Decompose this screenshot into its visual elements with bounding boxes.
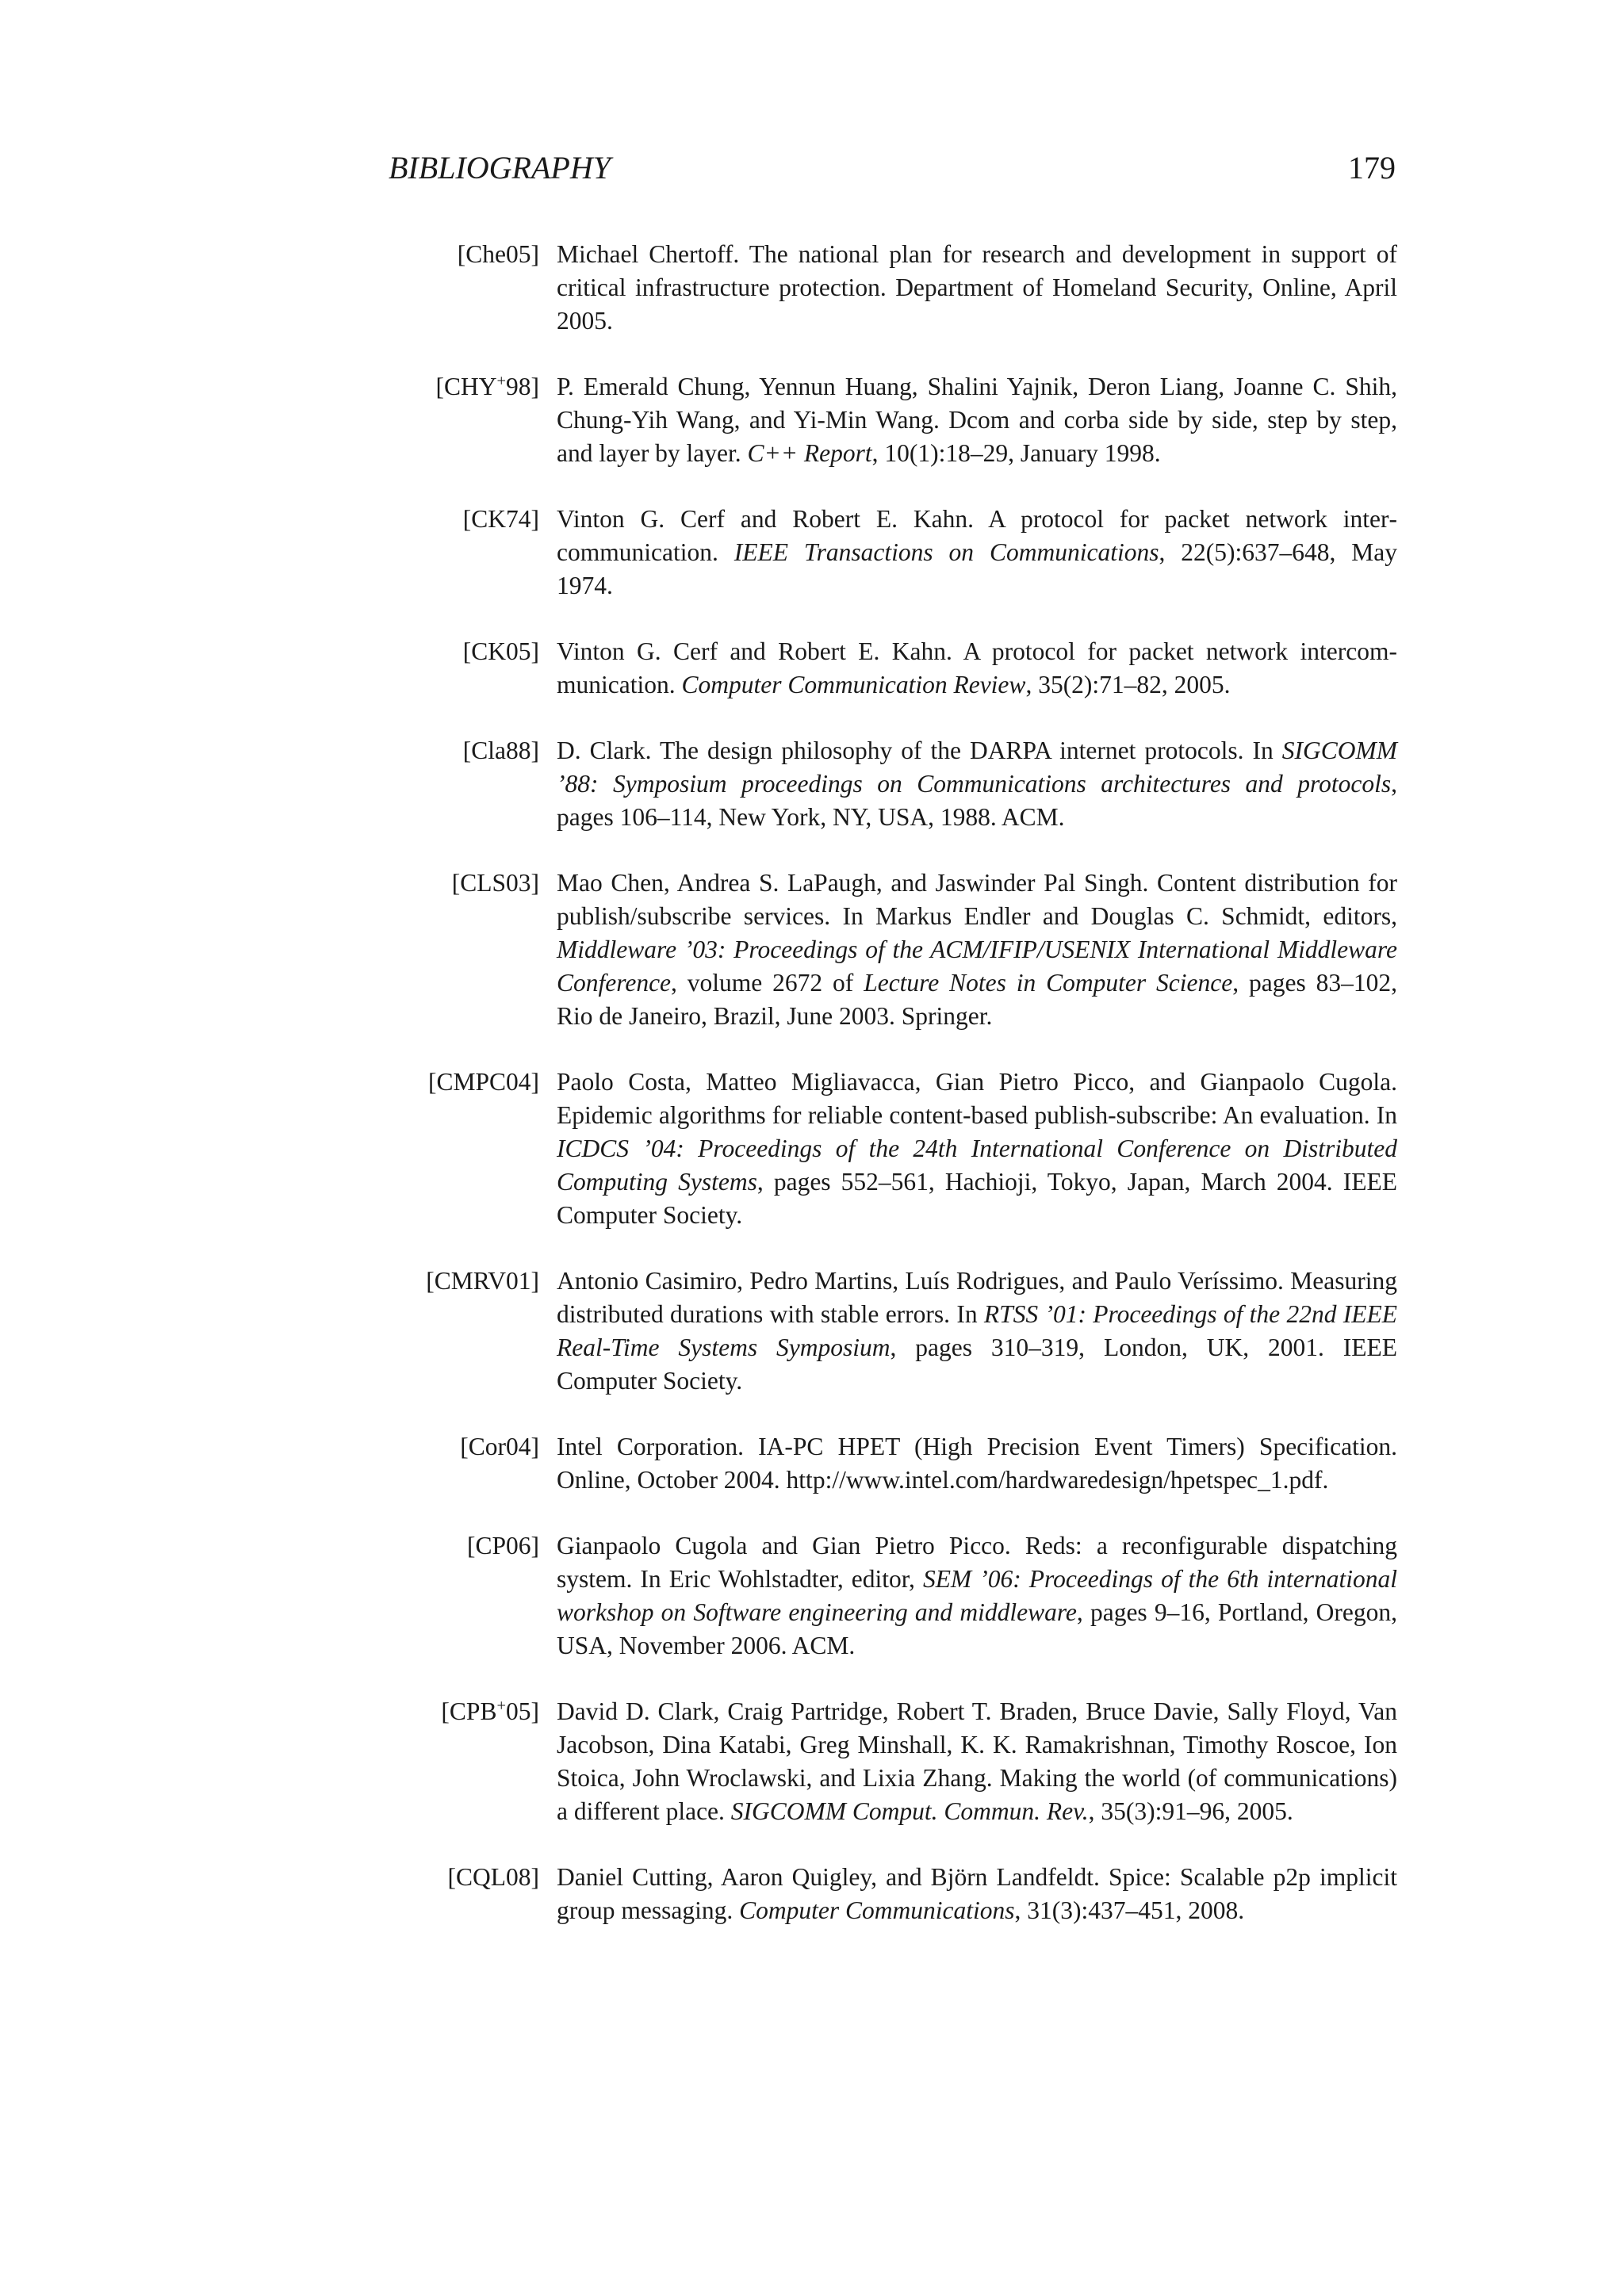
bib-text: David D. Clark, Craig Partridge, Robert T. Braden, Bruce Davie, Sally Floyd, Van Jacobson, Dina Katabi, Greg Minshall, K. K. Ramakrishnan, Timothy Roscoe, Ion Stoica, John Wroclawski, and Lixia Zhang. Making the world (of communications) a different place. SIGCOMM Comput. Commun. Rev., 35(3):91–96, 2005. — [557, 1697, 1397, 1825]
page-header — [389, 144, 1396, 192]
bib-key: [CK74] — [462, 505, 539, 533]
running-title: BIBLIOGRAPHY — [389, 150, 611, 186]
bib-key: [Cor04] — [460, 1433, 539, 1460]
bib-text: Antonio Casimiro, Pedro Martins, Luís Rodrigues, and Paulo Veríssimo. Measuring distributed durations with stable errors. In RTSS ’01: Proceedings of the 22nd IEEE Real-Time Systems Symposium, pages 310–319, London, UK, 2001. IEEE Computer Society. — [557, 1267, 1397, 1395]
page-number: 179 — [1348, 150, 1396, 186]
bib-entry — [381, 734, 1397, 834]
bib-text: Mao Chen, Andrea S. LaPaugh, and Jaswinder Pal Singh. Content distribution for publish/subscribe services. In Markus Endler and Douglas C. Schmidt, editors, Middleware ’03: Proceedings of the ACM/IFIP/USENIX International Middleware Conference, volume 2672 of Lecture Notes in Computer Science, pages 83–102, Rio de Janeiro, Brazil, June 2003. Springer. — [557, 869, 1397, 1030]
bib-entry — [381, 635, 1397, 702]
bib-entry — [381, 1265, 1397, 1398]
bibliography-list — [381, 238, 1397, 1960]
bib-key: [Cla88] — [462, 737, 539, 764]
bib-text: Intel Corporation. IA-PC HPET (High Precision Event Timers) Specification. Online, October 2004. http://www.intel.com/hardwaredesign/hpetspec_1.pdf. — [557, 1433, 1397, 1494]
bib-entry — [381, 867, 1397, 1033]
bib-entry — [381, 503, 1397, 603]
bib-text: Michael Chertoff. The national plan for research and development in support of critical infrastructure protection. Department of Homeland Security, Online, April 2005. — [557, 240, 1397, 335]
bib-entry — [381, 1066, 1397, 1232]
bib-key: [CLS03] — [451, 869, 539, 897]
bib-key: [Che05] — [457, 240, 539, 268]
bib-key: [CQL08] — [447, 1863, 539, 1891]
bib-text: Paolo Costa, Matteo Migliavacca, Gian Pietro Picco, and Gianpaolo Cugola. Epidemic algorithms for reliable content-based publish-subscribe: An evaluation. In ICDCS ’04: Proceedings of the 24th International Conference on Distributed Computing Systems, pages 552–561, Hachioji, Tokyo, Japan, March 2004. IEEE Computer Society. — [557, 1068, 1397, 1229]
bib-key: [CHY+98] — [435, 372, 539, 400]
bib-entry — [381, 1861, 1397, 1927]
bib-key: [CK05] — [462, 637, 539, 665]
bib-entry — [381, 1695, 1397, 1828]
bib-text: Vinton G. Cerf and Robert E. Kahn. A protocol for packet network intercommunication. Computer Communication Review, 35(2):71–82, 2005. — [557, 637, 1397, 698]
bib-key: [CMRV01] — [426, 1267, 539, 1295]
bib-text: D. Clark. The design philosophy of the DARPA internet protocols. In SIGCOMM ’88: Symposium proceedings on Communications architectures and protocols, pages 106–114, New York, NY, USA, 1988. ACM. — [557, 737, 1397, 831]
bib-key: [CP06] — [466, 1532, 539, 1559]
bib-text: Gianpaolo Cugola and Gian Pietro Picco. Reds: a reconfigurable dispatching system. In Eric Wohlstadter, editor, SEM ’06: Proceedings of the 6th international workshop on Software engineering and middleware, pages 9–16, Portland, Oregon, USA, November 2006. ACM. — [557, 1532, 1398, 1659]
bib-text: P. Emerald Chung, Yennun Huang, Shalini Yajnik, Deron Liang, Joanne C. Shih, Chung-Yih Wang, and Yi-Min Wang. Dcom and corba side by side, step by step, and layer by layer. C++ Report, 10(1):18–29, January 1998. — [557, 373, 1397, 467]
bib-text: Daniel Cutting, Aaron Quigley, and Björn Landfeldt. Spice: Scalable p2p implicit group messaging. Computer Communications, 31(3):437–451, 2008. — [557, 1863, 1397, 1924]
bib-entry — [381, 370, 1397, 470]
bib-entry — [381, 238, 1397, 338]
bib-entry — [381, 1529, 1397, 1663]
bib-key: [CPB+05] — [441, 1697, 539, 1725]
bib-key: [CMPC04] — [427, 1068, 539, 1096]
bib-text: Vinton G. Cerf and Robert E. Kahn. A protocol for packet network intercommunication. IEEE Transactions on Communications, 22(5):637–648, May 1974. — [557, 505, 1397, 599]
bib-entry — [381, 1430, 1397, 1497]
